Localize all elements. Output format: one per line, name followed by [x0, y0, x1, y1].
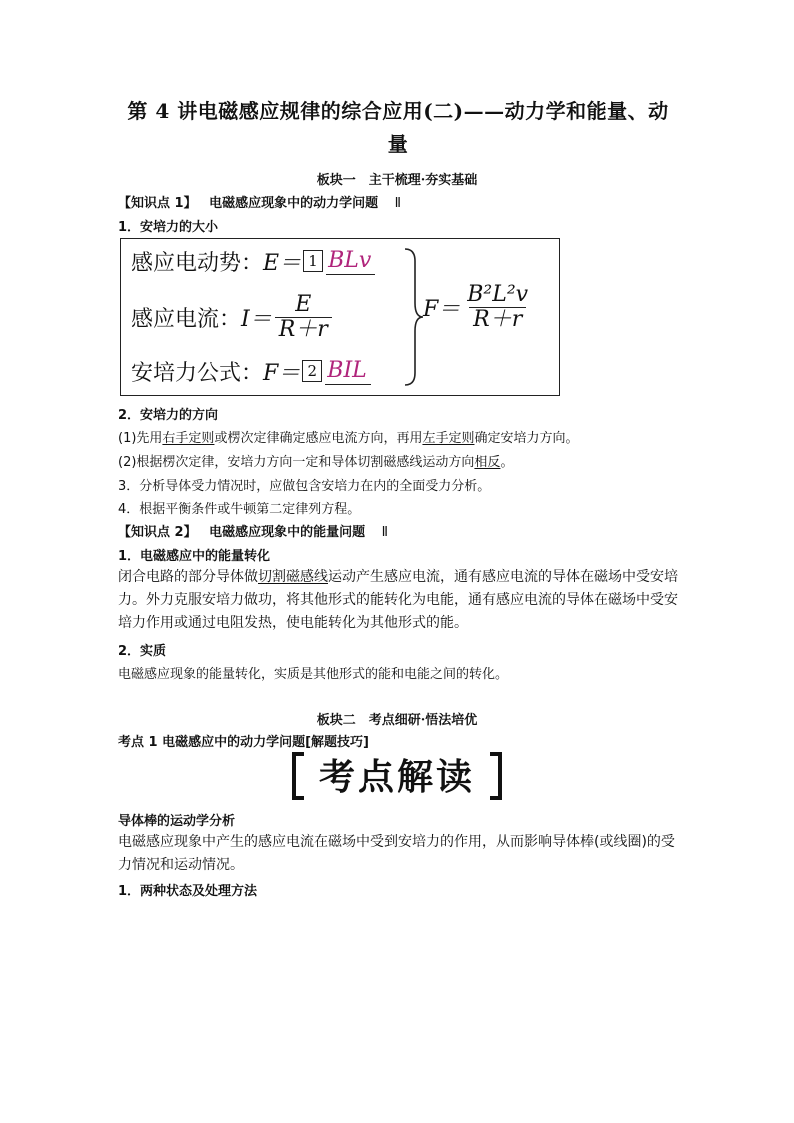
kp1-text: 电磁感应现象中的动力学问题 [209, 196, 379, 211]
formula-box [120, 238, 560, 396]
current-denominator: R＋r [275, 317, 332, 342]
formula-current-row [131, 289, 335, 345]
item-3: 3．分析导体受力情况时，应做包含安培力在内的全面受力分析。 [118, 479, 491, 494]
current-fraction [275, 293, 332, 342]
knowledge-point-1 [118, 192, 688, 211]
heading-ampere-direction: 2．安培力的方向 [118, 408, 219, 423]
blank-number-1: 1 [303, 250, 323, 272]
motion-paragraph: 电磁感应现象中产生的感应电流在磁场中受到安培力的作用，从而影响导体棒(或线圈)的受力情况和运动情况。 [118, 834, 675, 873]
heading-essence: 2．实质 [118, 644, 167, 659]
kaodian-badge [292, 750, 502, 804]
formula-emf-row [131, 241, 375, 281]
energy-part-b: 运动产生感应电流，通有感应电流的导体在磁场中受安培力。外力克服安培力做功，将其他形式的能转化为电能，通有感应电流的导体在磁场中受安培力作用或通过电阻发热，使电能转化为其他形式的能。 [118, 569, 678, 631]
current-label: 感应电流： [131, 306, 242, 332]
dir1-part-b: 或楞次定律确定感应电流方向，再用 [214, 431, 423, 446]
force-lhs: F＝ [263, 360, 301, 386]
left-bracket-icon [292, 752, 304, 800]
force-label: 安培力公式： [131, 360, 264, 386]
direction-item-1 [118, 427, 688, 446]
page-title: 第 4 讲电磁感应规律的综合应用(二)——动力学和能量、动量 [127, 99, 669, 156]
kp2-tag: 【知识点 2】 [118, 525, 197, 540]
kp2-text: 电磁感应现象中的能量问题 [209, 525, 366, 540]
force-answer: BIL [325, 358, 370, 385]
dir1-underline-2: 左手定则 [422, 431, 475, 446]
dir1-underline-1: 右手定则 [162, 431, 215, 446]
badge-text: 考点解读 [318, 756, 475, 798]
energy-paragraph [118, 566, 684, 635]
result-denominator: R＋r [469, 307, 526, 332]
kp2-level: Ⅱ [381, 525, 389, 540]
heading-two-states: 1．两种状态及处理方法 [118, 884, 258, 899]
section-heading-2: 板块二 考点细研·悟法培优 [316, 713, 478, 728]
dir2-part-b: 。 [500, 455, 514, 470]
emf-answer: BLv [326, 248, 375, 275]
heading-motion-analysis: 导体棒的运动学分析 [118, 814, 236, 829]
current-numerator: E [295, 291, 312, 317]
result-lhs: F＝ [423, 297, 461, 322]
blank-number-2: 2 [302, 360, 322, 382]
kp1-tag: 【知识点 1】 [118, 196, 197, 211]
heading-energy-conversion: 1．电磁感应中的能量转化 [118, 549, 271, 564]
formula-force-row [131, 351, 371, 391]
direction-item-2 [118, 451, 688, 470]
dir1-part-c: 确定安培力方向。 [474, 431, 579, 446]
energy-part-a: 闭合电路的部分导体做 [118, 569, 258, 585]
knowledge-point-2 [118, 521, 688, 540]
result-fraction [463, 283, 532, 332]
result-numerator: B²L²v [467, 282, 529, 307]
energy-underline: 切割磁感线 [258, 569, 328, 585]
kp1-level: Ⅱ [394, 196, 402, 211]
current-lhs: I＝ [241, 306, 272, 332]
formula-result [423, 283, 535, 332]
dir1-part-a: (1)先用 [118, 431, 163, 446]
right-bracket-icon [490, 752, 502, 800]
essence-text: 电磁感应现象的能量转化，实质是其他形式的能和电能之间的转化。 [118, 667, 509, 682]
kaodian-1-heading: 考点 1 电磁感应中的动力学问题[解题技巧] [118, 735, 369, 750]
section-heading-1: 板块一 主干梳理·夯实基础 [316, 173, 478, 188]
brace-icon [401, 247, 425, 387]
emf-lhs: E＝ [263, 250, 302, 276]
dir2-part-a: (2)根据楞次定律，安培力方向一定和导体切割磁感线运动方向 [118, 455, 475, 470]
item-4: 4．根据平衡条件或牛顿第二定律列方程。 [118, 502, 361, 517]
dir2-underline: 相反 [474, 455, 501, 470]
emf-label: 感应电动势： [131, 250, 264, 276]
heading-ampere-magnitude: 1．安培力的大小 [118, 220, 219, 235]
